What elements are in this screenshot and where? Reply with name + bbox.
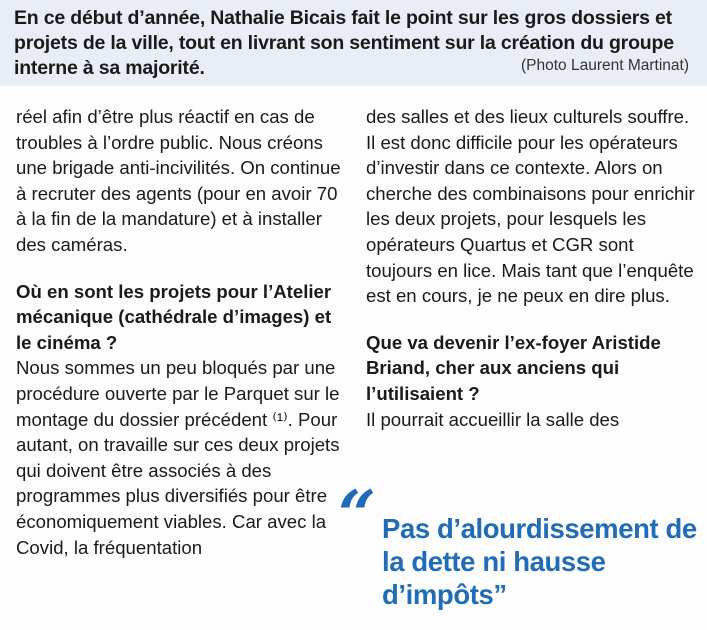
article-column-left <box>16 104 341 560</box>
caption-text: En ce début d’année, Nathalie Bicais fait le point sur les gros dossiers et projets de la ville, tout en livrant son sentiment sur la création du groupe interne à sa majorité. <box>14 7 674 79</box>
pull-quote: Pas d’alourdissement de la dette ni hausse d’impôts” <box>382 513 697 610</box>
photo-credit: (Photo Laurent Martinat) <box>520 57 689 74</box>
interview-question: Où en sont les projets pour l’Atelier mécanique (cathédrale d’images) et le cinéma ? <box>16 280 332 353</box>
body-paragraph: Il pourrait accueillir la salle des <box>366 408 620 430</box>
interview-question: Que va devenir l’ex-foyer Aristide Briand, cher aux anciens qui l’utilisaient ? <box>366 331 661 404</box>
quote-mark-icon: “ <box>338 476 376 554</box>
photo-caption <box>0 0 707 86</box>
body-paragraph: Nous sommes un peu bloqués par une procédure ouverte par le Parquet sur le montage du dossier précédent ⁽¹⁾. Pour autant, on travaille sur ces deux projets qui doivent être associés à des programmes plus diversifiés pour être économiquement viables. Car avec la Covid, la fréquentation <box>16 357 340 558</box>
article-column-right <box>366 104 696 432</box>
body-paragraph: des salles et des lieux culturels souffre. Il est donc difficile pour les opérateurs d’investir dans ce contexte. Alors on cherche des combinaisons pour enrichir les deux projets, pour lesquels les opérateurs Quartus et CGR sont toujours en lice. Mais tant que l’enquête est en cours, je ne peux en dire plus. <box>366 106 695 307</box>
body-paragraph: réel afin d’être plus réactif en cas de troubles à l’ordre public. Nous créons une brigade anti-incivilités. On continue à recruter des agents (pour en avoir 70 à la fin de la mandature) et à installer des caméras. <box>16 106 341 255</box>
